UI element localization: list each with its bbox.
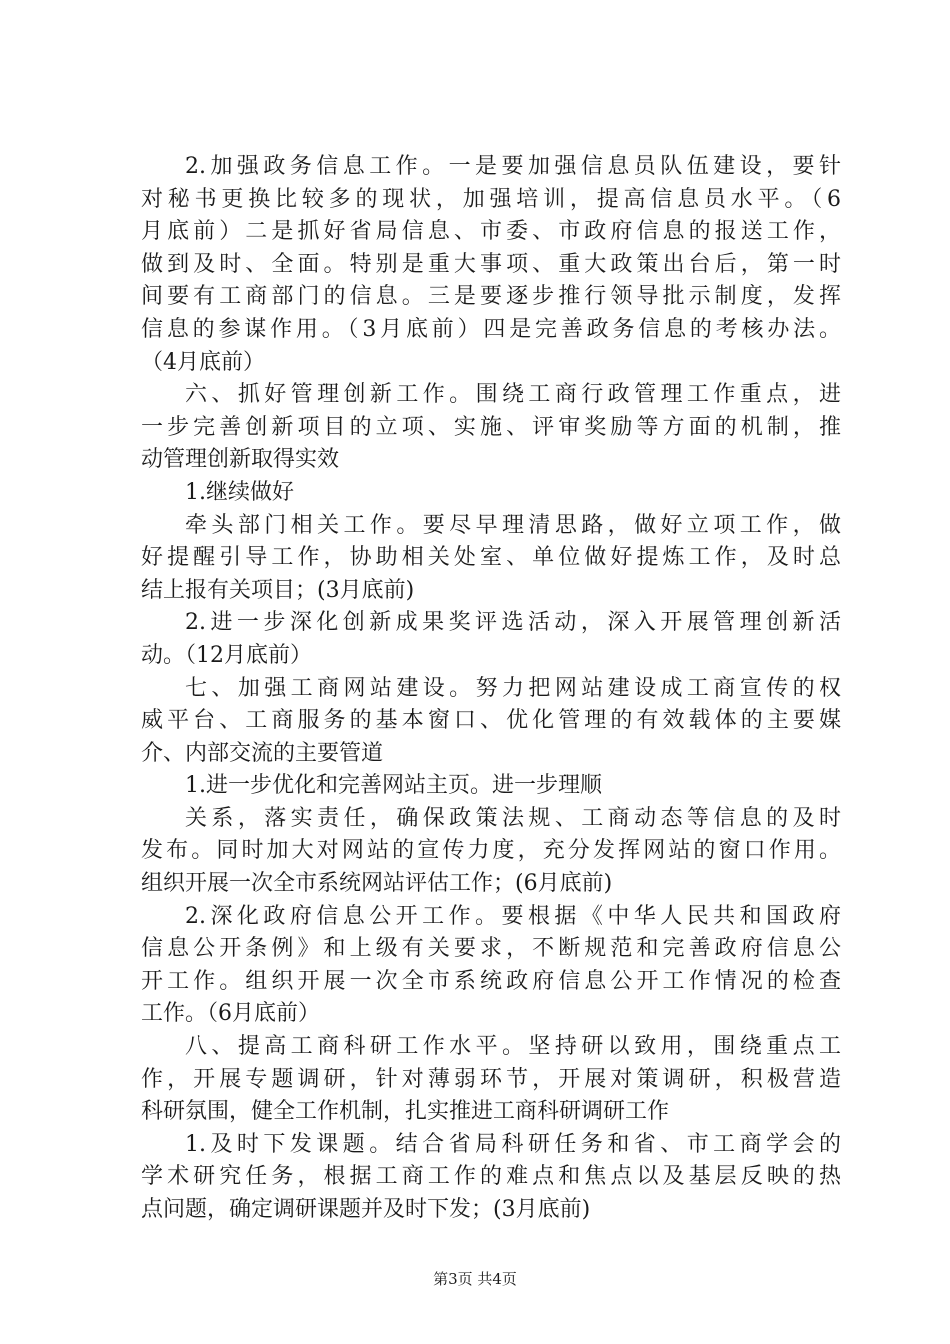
text-line: 介、内部交流的主要管道 <box>141 740 384 766</box>
text-line: 1.进一步优化和完善网站主页。进一步理顺 <box>185 773 602 799</box>
text-line: 对秘书更换比较多的现状，加强培训，提高信息员水平。（6 <box>141 186 841 212</box>
text-line: 组织开展一次全市系统网站评估工作；(6月底前) <box>141 871 613 897</box>
text-line: 点问题，确定调研课题并及时下发；(3月底前) <box>141 1197 591 1222</box>
text-line: 发布。同时加大对网站的宣传力度，充分发挥网站的窗口作用。 <box>141 838 841 864</box>
text-line: 2.加强政务信息工作。一是要加强信息员队伍建设，要针 <box>185 154 841 179</box>
text-line: 一步完善创新项目的立项、实施、评审奖励等方面的机制，推 <box>141 414 841 440</box>
text-line: 月底前）二是抓好省局信息、市委、市政府信息的报送工作， <box>141 219 841 245</box>
text-line: 间要有工商部门的信息。三是要逐步推行领导批示制度，发挥 <box>141 284 841 310</box>
text-line: 信息公开条例》和上级有关要求，不断规范和完善政府信息公 <box>141 936 841 962</box>
text-line: 作，开展专题调研，针对薄弱环节，开展对策调研，积极营造 <box>141 1066 841 1092</box>
text-line: 好提醒引导工作，协助相关处室、单位做好提炼工作，及时总 <box>141 545 841 571</box>
text-line: 六、抓好管理创新工作。围绕工商行政管理工作重点，进 <box>185 382 841 408</box>
text-line: 2.进一步深化创新成果奖评选活动，深入开展管理创新活 <box>185 610 841 636</box>
text-line: 动。（12月底前） <box>141 642 312 668</box>
text-line: 动管理创新取得实效 <box>141 447 340 473</box>
text-line: 工作。（6月底前） <box>141 1001 320 1027</box>
text-line: 关系，落实责任，确保政策法规、工商动态等信息的及时 <box>185 805 841 831</box>
text-line: 牵头部门相关工作。要尽早理清思路，做好立项工作，做 <box>185 512 841 538</box>
page-footer: 第3页 共4页 <box>433 1270 517 1288</box>
text-line: 信息的参谋作用。（3月底前）四是完善政务信息的考核办法。 <box>141 316 841 342</box>
text-line: 1.继续做好 <box>185 479 294 505</box>
text-line: 威平台、工商服务的基本窗口、优化管理的有效载体的主要媒 <box>141 708 841 734</box>
text-line: 结上报有关项目；(3月底前) <box>141 577 415 603</box>
text-line: 开工作。组织开展一次全市系统政府信息公开工作情况的检查 <box>141 968 841 994</box>
text-line: 七、加强工商网站建设。努力把网站建设成工商宣传的权 <box>185 675 841 701</box>
text-line: 八、提高工商科研工作水平。坚持研以致用，围绕重点工 <box>185 1034 841 1060</box>
text-line: 科研氛围，健全工作机制，扎实推进工商科研调研工作 <box>141 1099 670 1125</box>
text-line: 做到及时、全面。特别是重大事项、重大政策出台后，第一时 <box>141 251 841 277</box>
text-line: （4月底前） <box>141 349 265 375</box>
text-line: 2.深化政府信息公开工作。要根据《中华人民共和国政府 <box>185 903 841 929</box>
document-body <box>141 151 841 1227</box>
text-line: 1.及时下发课题。结合省局科研任务和省、市工商学会的 <box>185 1131 841 1157</box>
text-line: 学术研究任务，根据工商工作的难点和焦点以及基层反映的热 <box>141 1164 841 1190</box>
